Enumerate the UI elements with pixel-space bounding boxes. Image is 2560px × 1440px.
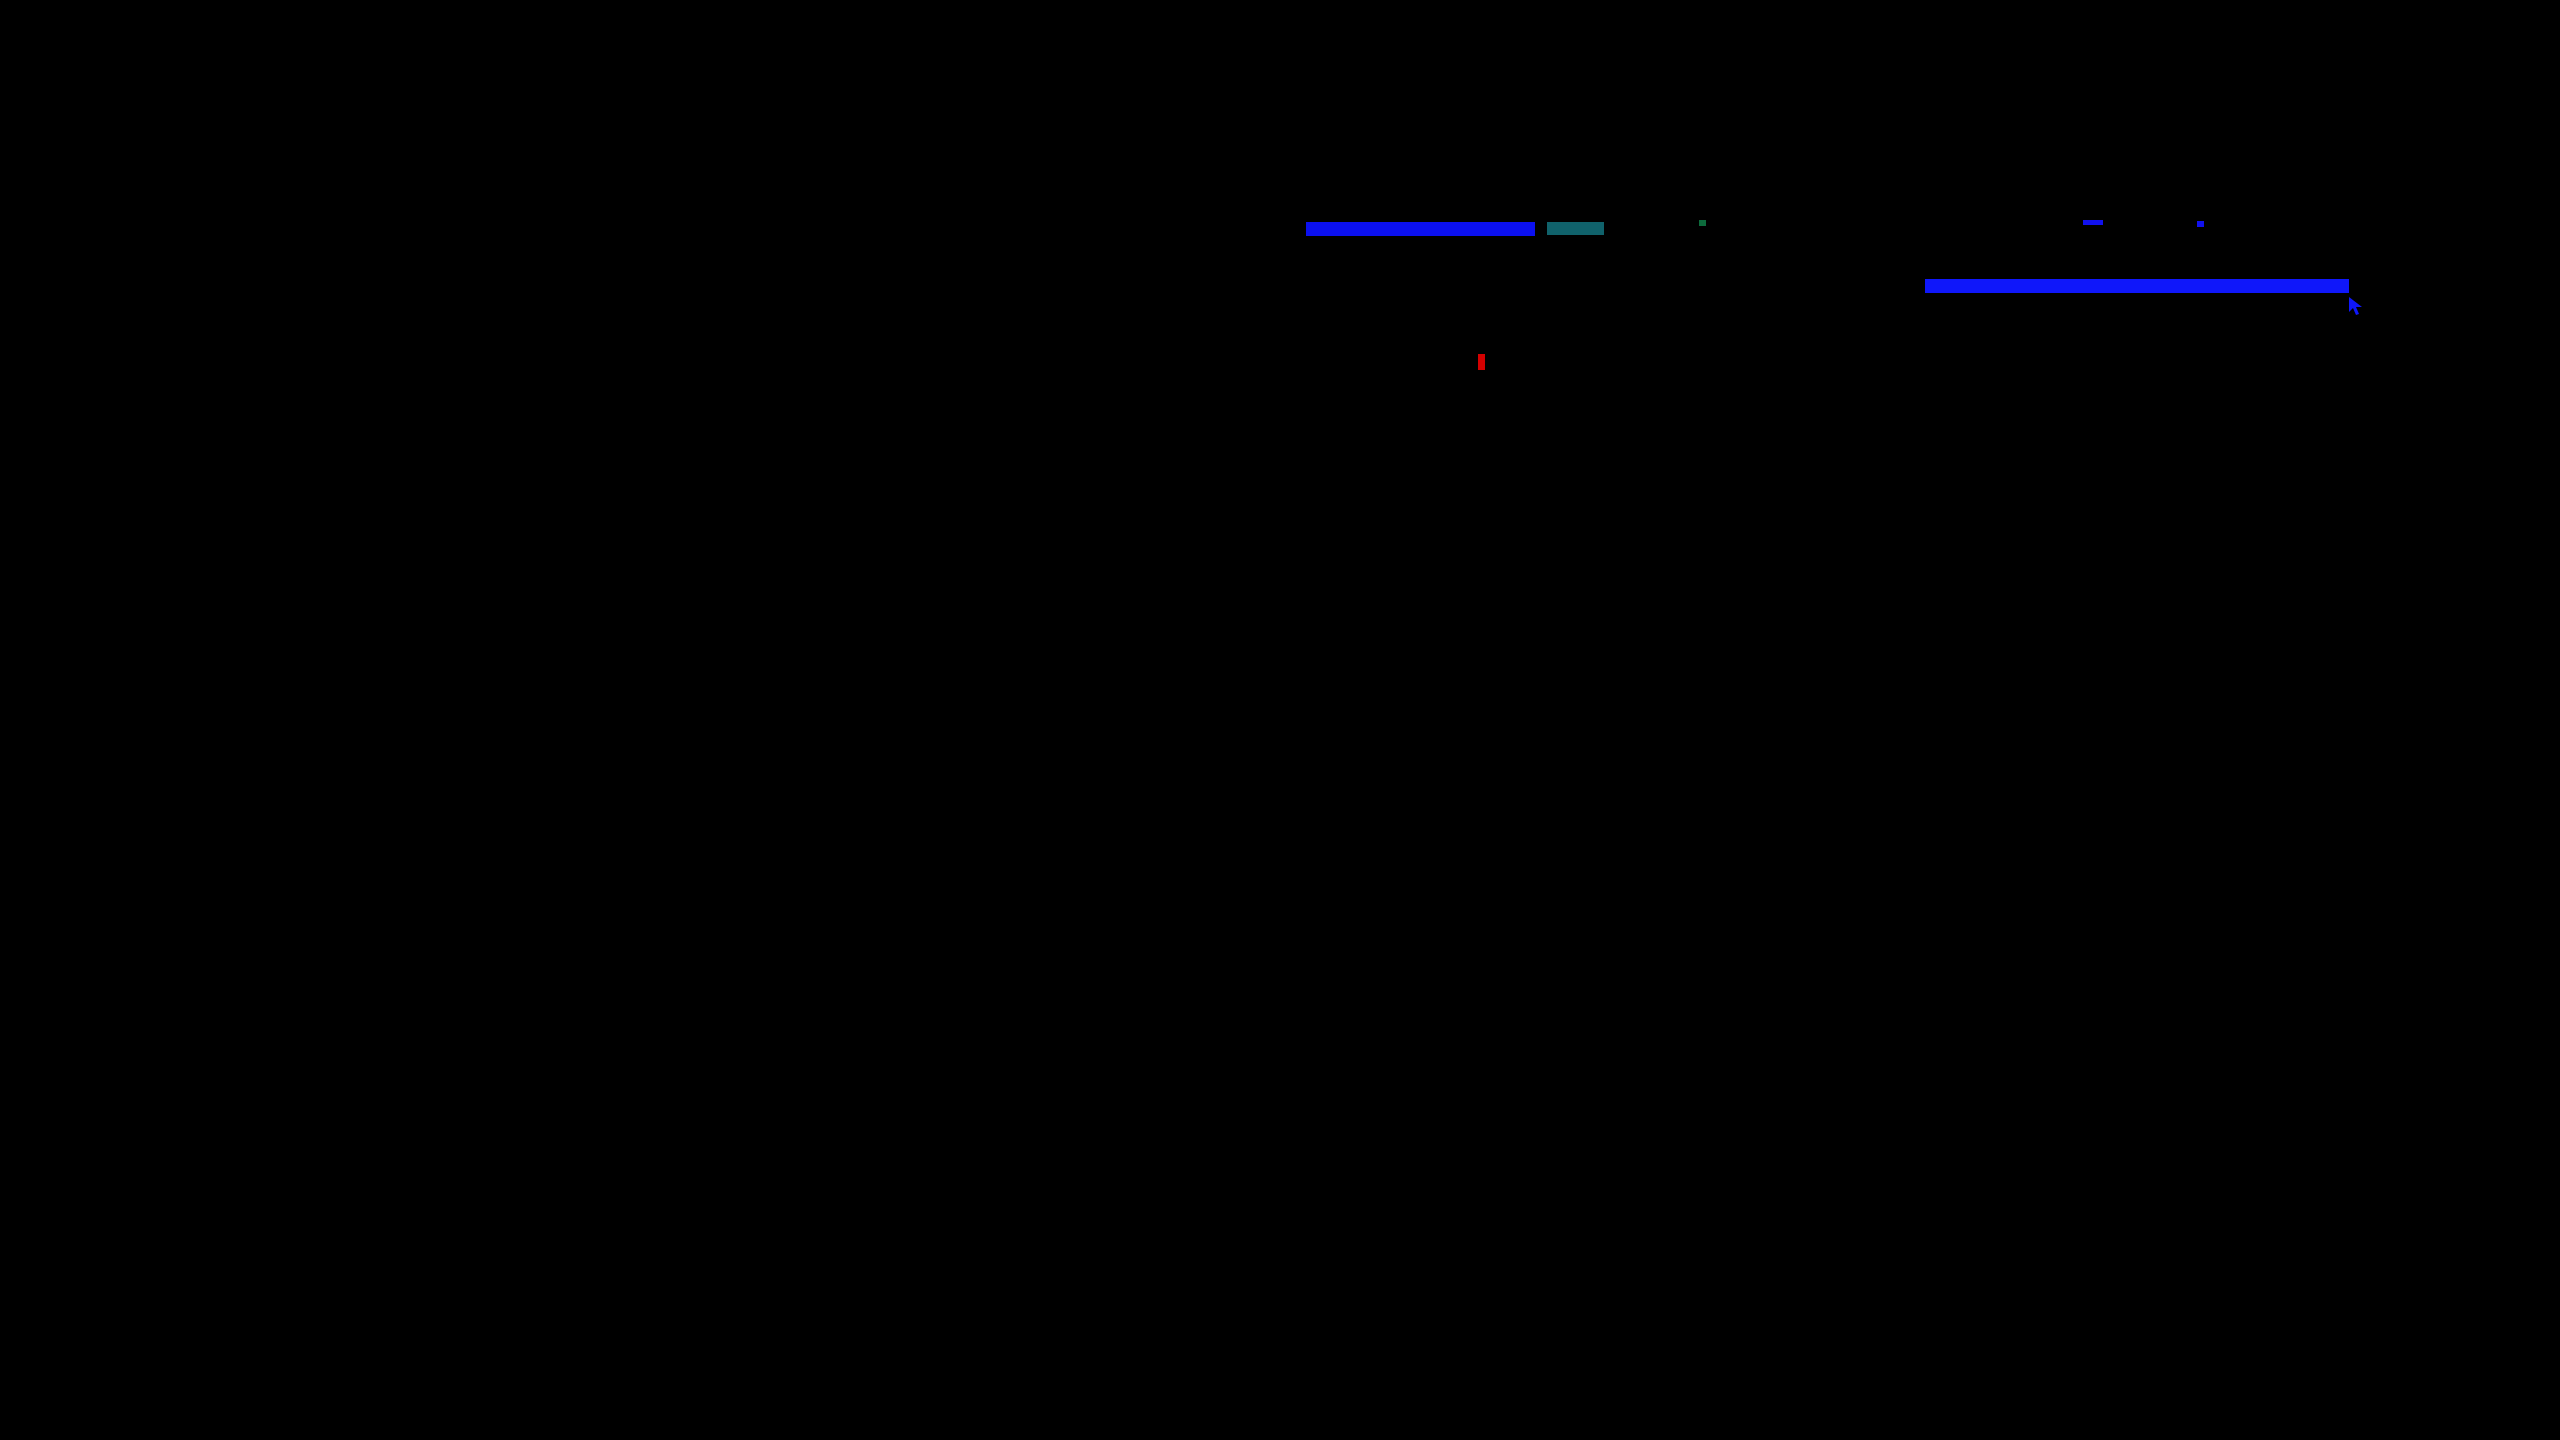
progress-bar-label <box>0 0 1 1</box>
green-marker-dot <box>1699 220 1706 226</box>
long-progress-bar[interactable] <box>1925 279 2349 293</box>
selection-highlight-bar[interactable] <box>1306 222 1535 236</box>
blue-marker-dash <box>2083 220 2103 225</box>
secondary-bar-label <box>0 0 1 1</box>
window-title <box>0 0 1 1</box>
secondary-highlight-bar[interactable] <box>1547 222 1604 235</box>
red-caret-indicator <box>1478 354 1485 370</box>
selection-bar-label <box>0 0 1 1</box>
blue-marker-dot <box>2197 221 2204 227</box>
